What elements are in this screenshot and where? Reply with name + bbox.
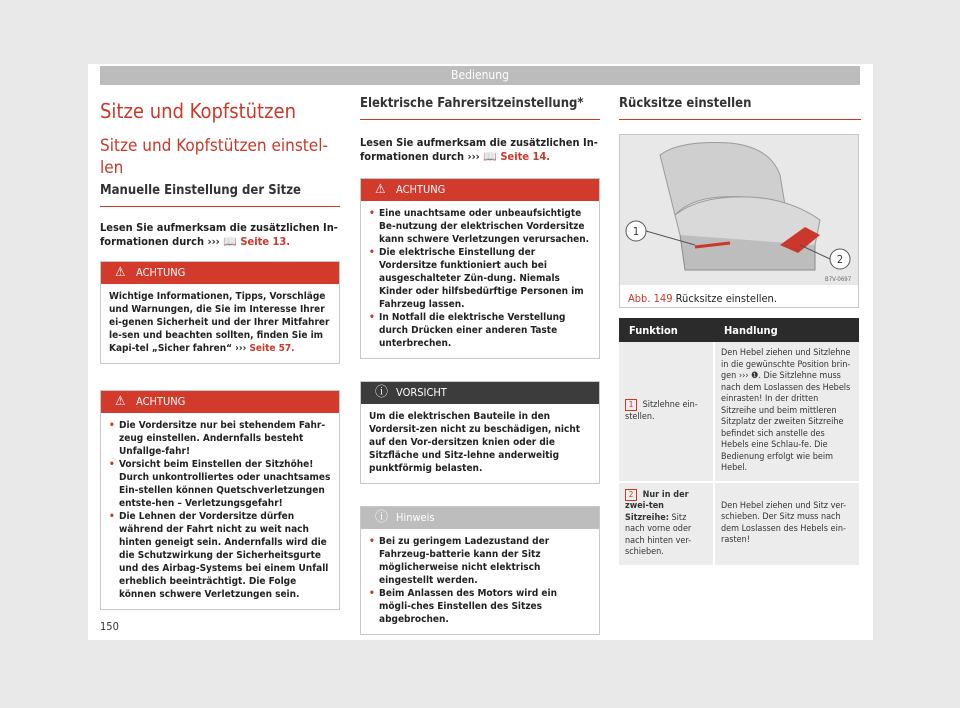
lead-text: Lesen Sie aufmerksam die zusätzlichen In-formationen durch ›››	[360, 136, 598, 163]
warning-box	[360, 178, 600, 359]
warning-label: ACHTUNG	[396, 183, 446, 196]
warning-triangle-icon: ⚠	[115, 265, 126, 280]
figure-number: Abb. 149	[628, 292, 673, 305]
column-header: Handlung	[714, 318, 859, 342]
note-icon: ⓘ	[375, 510, 389, 525]
warning-box-1	[100, 261, 340, 364]
warning-text: Wichtige Informationen, Tipps, Vorschläge und Warnungen, die Sie im Interesse Ihrer ei-genen Sicherheit und der Ihrer Mitfahrer le-sen und beachten sollten, finden Sie im Kapi-tel „Sicher fahren“ ›››	[109, 291, 330, 354]
table-row	[619, 342, 859, 482]
callout-number: 1	[625, 399, 637, 411]
lead-paragraph	[100, 221, 340, 249]
caution-header	[361, 382, 599, 404]
section-title: Sitze und Kopfstützen einstel-len	[100, 136, 328, 178]
warning-body	[101, 413, 339, 609]
warning-header	[361, 179, 599, 201]
chapter-title: Sitze und Kopfstützen	[100, 99, 297, 123]
lead-paragraph	[360, 136, 600, 164]
figure-caption-text: Rücksitze einstellen.	[675, 292, 777, 305]
function-table	[619, 318, 859, 567]
page-ref-link[interactable]: Seite 14.	[500, 150, 551, 163]
middle-column	[360, 92, 600, 635]
note-label: Hinweis	[396, 511, 435, 524]
function-text: Sitzlehne ein-stellen.	[625, 400, 698, 422]
figure-caption	[628, 292, 777, 305]
left-column	[100, 92, 340, 610]
table-header-row	[619, 318, 859, 342]
list-item: • Bei zu geringem Ladezustand der Fahrzeug-batterie kann der Sitz möglicherweise nicht elektrisch eingestellt werden.	[369, 535, 591, 587]
action-cell: Den Hebel ziehen und Sitz ver-schieben. Der Sitz muss nach dem Loslassen des Hebels ein-rasten!	[714, 482, 859, 566]
right-column	[619, 92, 861, 567]
callout-2-label: 2	[836, 253, 844, 266]
list-item: • Die Lehnen der Vordersitze dürfen während der Fahrt nicht zu weit nach hinten geneigt sein. Andernfalls wird die die Schutzwirkung der Sicherheitsgurte und des Airbag-Systems bei einem Unfall erheblich beeinträchtigt. Die Folge können schwere Verletzungen sein.	[109, 510, 331, 601]
warning-box-2	[100, 390, 340, 610]
page-number: 150	[100, 620, 119, 633]
warning-header	[101, 391, 339, 413]
list-item: • Vorsicht beim Einstellen der Sitzhöhe! Durch unkontrolliertes oder unachtsames Ein-stellen können Quetschverletzungen entste-hen – Verletzungsgefahr!	[109, 458, 331, 510]
function-text: Sitz nach vorne oder nach hinten ver-schieben.	[625, 512, 692, 557]
list-item: • Beim Anlassen des Motors wird ein mögli-ches Einstellen des Sitzes abgebrochen.	[369, 587, 591, 626]
list-item: • In Notfall die elektrische Verstellung durch Drücken einer anderen Taste unterbrechen.	[369, 311, 591, 350]
list-item: • Eine unachtsame oder unbeaufsichtigte Be-nutzung der elektrischen Vordersitze kann schwere Verletzungen verursachen.	[369, 207, 591, 246]
section-title: Elektrische Fahrersitzeinstellung*	[360, 92, 600, 120]
warning-triangle-icon: ⚠	[115, 394, 126, 409]
page-ref-link[interactable]: Seite 13.	[240, 235, 291, 248]
list-item: • Die elektrische Einstellung der Vordersitze funktioniert auch bei ausgeschalteter Zün-dung. Niemals Kinder oder hilfsbedürftige Personen im Fahrzeug lassen.	[369, 246, 591, 311]
seat-figure	[619, 134, 859, 308]
page-ref-link[interactable]: Seite 57.	[249, 343, 295, 354]
callout-number: 2	[625, 489, 637, 501]
book-icon: 📖	[483, 150, 497, 163]
column-header: Funktion	[619, 318, 714, 342]
list-item: • Die Vordersitze nur bei stehendem Fahr-zeug einstellen. Andernfalls besteht Unfallge-fahr!	[109, 419, 331, 458]
section-title: Rücksitze einstellen	[619, 92, 861, 120]
subsection-title: Manuelle Einstellung der Sitze	[100, 183, 301, 198]
figure-code: B7V-0697	[825, 276, 852, 283]
function-cell	[619, 482, 714, 566]
caution-label: VORSICHT	[396, 386, 447, 399]
rear-seat-illustration	[620, 135, 858, 285]
note-body	[361, 529, 599, 634]
caution-box	[360, 381, 600, 484]
warning-body	[361, 201, 599, 358]
warning-label: ACHTUNG	[136, 395, 186, 408]
caution-text: Um die elektrischen Bauteile in den Vordersit-zen nicht zu beschädigen, nicht auf den Vor-dersitzen knien oder die Sitzfläche und Sitz-lehne anderweitig punktförmig belasten.	[369, 411, 581, 474]
function-bold-text: Nur in der zwei-ten Sitzreihe:	[625, 489, 689, 523]
book-icon: 📖	[223, 235, 237, 248]
warning-triangle-icon: ⚠	[375, 182, 386, 197]
note-header	[361, 507, 599, 529]
action-cell: Den Hebel ziehen und Sitzlehne in die gewünschte Position brin-gen ››› ❶. Die Sitzlehne muss nach dem Loslassen des Hebels einrasten! In der dritten Sitzreihe und beim mittleren Sitzplatz der zweiten Sitzreihe befindet sich anstelle des Hebels eine Schlau-fe. Die Bedienung erfolgt wie beim Hebel.	[714, 342, 859, 482]
subsection-heading-wrap	[100, 183, 340, 207]
callout-1-label: 1	[632, 225, 640, 238]
header-banner: Bedienung	[100, 66, 860, 85]
warning-header	[101, 262, 339, 284]
function-cell	[619, 342, 714, 482]
info-circle-icon: ⓘ	[375, 385, 389, 400]
note-box	[360, 506, 600, 635]
warning-body	[101, 284, 339, 363]
table-row	[619, 482, 859, 566]
warning-label: ACHTUNG	[136, 266, 186, 279]
lead-text: Lesen Sie aufmerksam die zusätzlichen In-formationen durch ›››	[100, 221, 338, 248]
